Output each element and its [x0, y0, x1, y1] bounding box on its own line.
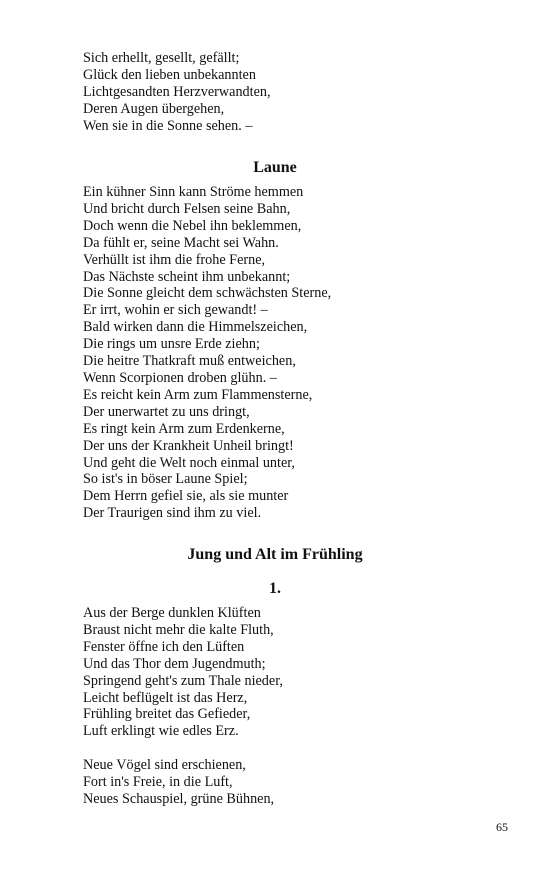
stanza-1	[83, 605, 503, 740]
stanza-2	[83, 757, 503, 808]
verse-line: Der Traurigen sind ihm zu viel.	[83, 505, 262, 522]
verse-line: Es reicht kein Arm zum Flammensterne,	[83, 386, 313, 403]
verse-line: Die heitre Thatkraft muß entweichen,	[83, 353, 296, 370]
verse-line: Wen sie in die Sonne sehen. –	[83, 117, 253, 134]
section-number: 1.	[269, 580, 281, 597]
verse-line: Neue Vögel sind erschienen,	[83, 757, 246, 773]
verse-line: Frühling breitet das Gefieder,	[83, 706, 251, 723]
verse-line: Luft erklingt wie edles Erz.	[83, 723, 239, 740]
verse-line: Fenster öffne ich den Lüften	[83, 638, 245, 655]
verse-line: So ist's in böser Laune Spiel;	[83, 471, 248, 488]
verse-line: Leicht beflügelt ist das Herz,	[83, 689, 248, 706]
verse-line: Aus der Berge dunklen Klüften	[83, 605, 261, 621]
verse-line: Er irrt, wohin er sich gewandt! –	[83, 302, 268, 319]
verse-line: Das Nächste scheint ihm unbekannt;	[83, 268, 291, 285]
verse-line: Dem Herrn gefiel sie, als sie munter	[83, 488, 289, 505]
verse-line: Fort in's Freie, in die Luft,	[83, 773, 233, 790]
stanza-top	[83, 50, 503, 135]
verse-line: Und bricht durch Felsen seine Bahn,	[83, 200, 291, 217]
verse-line: Bald wirken dann die Himmelszeichen,	[83, 319, 308, 336]
verse-line: Springend geht's zum Thale nieder,	[83, 672, 283, 689]
verse-line: Wenn Scorpionen droben glühn. –	[83, 369, 277, 386]
verse-line: Braust nicht mehr die kalte Fluth,	[83, 621, 274, 638]
verse-line: Und das Thor dem Jugendmuth;	[83, 655, 266, 672]
verse-line: Der unerwartet zu uns dringt,	[83, 403, 250, 420]
poem-title-laune: Laune	[253, 159, 297, 176]
verse-line: Der uns der Krankheit Unheil bringt!	[83, 437, 294, 454]
verse-line: Und geht die Welt noch einmal unter,	[83, 454, 295, 471]
verse-line: Verhüllt ist ihm die frohe Ferne,	[83, 251, 266, 268]
verse-line: Glück den lieben unbekannten	[83, 66, 256, 83]
verse-line: Doch wenn die Nebel ihn beklemmen,	[83, 217, 302, 234]
page-number: 65	[496, 820, 508, 834]
poem-title-jung-und-alt: Jung und Alt im Frühling	[187, 546, 363, 563]
verse-line: Lichtgesandten Herzverwandten,	[83, 83, 271, 100]
verse-line: Deren Augen übergehen,	[83, 100, 225, 117]
verse-line: Die rings um unsre Erde ziehn;	[83, 336, 260, 353]
verse-line: Da fühlt er, seine Macht sei Wahn.	[83, 234, 279, 251]
verse-line: Es ringt kein Arm zum Erdenkerne,	[83, 420, 285, 437]
verse-line: Neues Schauspiel, grüne Bühnen,	[83, 790, 275, 807]
verse-line: Sich erhellt, gesellt, gefällt;	[83, 50, 240, 66]
verse-line: Ein kühner Sinn kann Ströme hemmen	[83, 184, 304, 200]
verse-line: Die Sonne gleicht dem schwächsten Sterne,	[83, 285, 332, 302]
poem-laune	[83, 184, 503, 522]
